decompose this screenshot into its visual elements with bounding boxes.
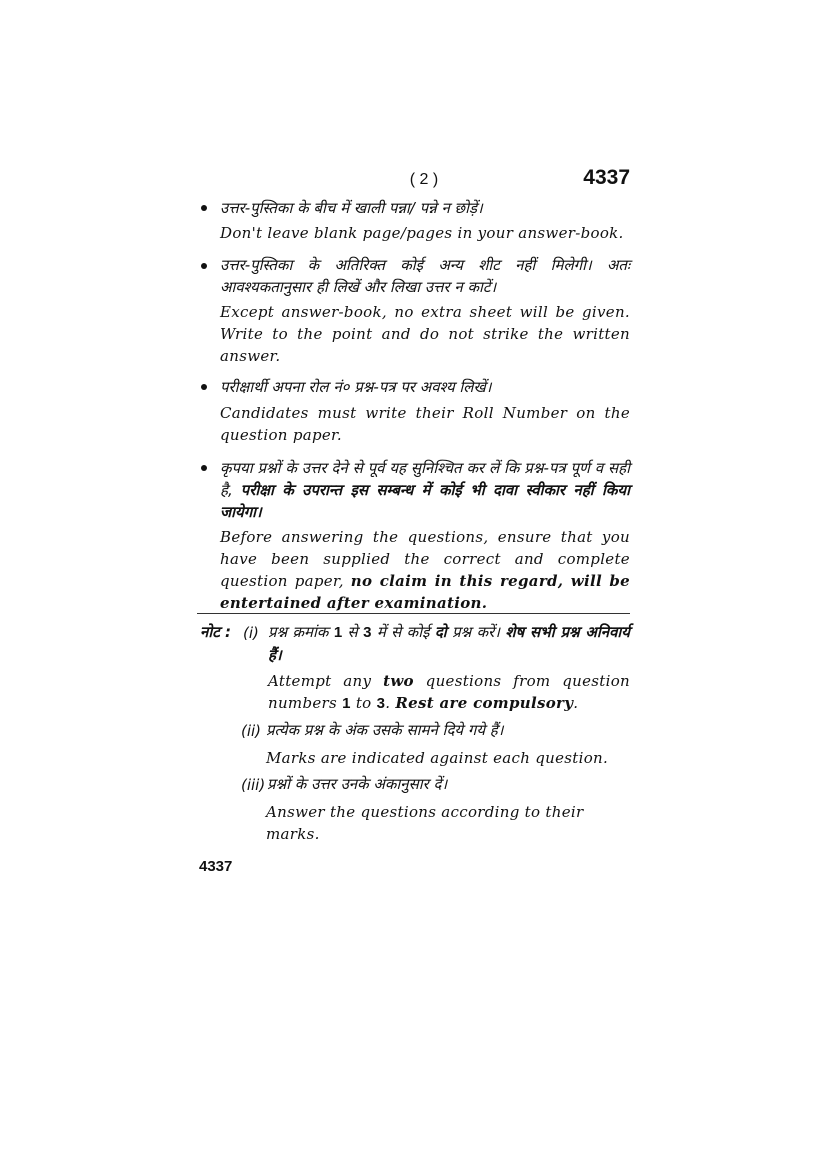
note-item-3-number: (iii) <box>241 776 266 794</box>
instruction-1-english: Don't leave blank page/pages in your answer-book. <box>220 224 624 242</box>
page-number: ( 2 ) <box>409 171 439 188</box>
note-label: नोट : <box>200 623 231 641</box>
instruction-2-english: Except answer-book, no extra sheet will be given. Write to the point and do not strike the written answer. <box>220 303 630 365</box>
note-item-1-english-num: 3 <box>376 695 386 712</box>
bullet-icon <box>201 384 207 390</box>
note-item-1-english-text: to <box>355 694 372 712</box>
instruction-3-english: Candidates must write their Roll Number on the question paper. <box>220 404 630 444</box>
instruction-4-english-bold: no claim in this regard, will be entertained after examination. <box>220 572 630 612</box>
note-item-1-hindi-bold: दो <box>434 623 447 641</box>
note-item-1-hindi-num: 1 <box>333 624 343 641</box>
note-item-2-hindi: प्रत्येक प्रश्न के अंक उसके सामने दिये गये हैं। <box>266 721 504 739</box>
note-item-3-english: Answer the questions according to their marks. <box>266 803 584 843</box>
note-item-1-number: (i) <box>243 624 259 642</box>
instruction-1-hindi: उत्तर-पुस्तिका के बीच में खाली पन्ना/ पन्ने न छोड़ें। <box>220 199 483 217</box>
footer-paper-code: 4337 <box>199 858 233 875</box>
instruction-4-hindi-bold: परीक्षा के उपरान्त इस सम्बन्ध में कोई भी दावा स्वीकार नहीं किया जायेगा। <box>220 481 630 521</box>
bullet-icon <box>201 205 207 211</box>
note-item-2-english: Marks are indicated against each question. <box>266 749 609 767</box>
note-item-1-hindi-bold: शेष सभी प्रश्न अनिवार्य हैं। <box>268 623 631 664</box>
note-item-3-hindi: प्रश्नों के उत्तर उनके अंकानुसार दें। <box>267 775 448 793</box>
note-item-1-english-text: . <box>573 694 579 712</box>
instruction-4-english <box>220 526 630 614</box>
instruction-4-hindi-text: कृपया प्रश्नों के उत्तर देने से पूर्व यह सुनिश्चित कर लें कि प्रश्न-पत्र पूर्ण व सही है, <box>220 459 630 499</box>
note-item-1-english-bold: two <box>383 672 414 690</box>
note-item-1-english <box>268 670 630 715</box>
note-item-1-hindi-text: प्रश्न करें। <box>452 623 500 641</box>
note-item-1-english-text: Attempt any <box>268 672 372 690</box>
note-item-1-hindi <box>268 621 630 666</box>
note-item-1-english-bold: Rest are compulsory <box>395 694 574 712</box>
bullet-icon <box>201 263 207 269</box>
note-item-1-english-num: 1 <box>342 695 351 712</box>
note-item-1-hindi-text: से <box>347 623 358 641</box>
divider <box>197 613 630 614</box>
instruction-4-hindi <box>220 457 630 523</box>
note-item-2-number: (ii) <box>241 722 262 740</box>
instruction-2-hindi: उत्तर-पुस्तिका के अतिरिक्त कोई अन्य शीट नहीं मिलेगी। अतः आवश्यकतानुसार ही लिखें और लिखा उत्तर न काटें। <box>220 256 630 296</box>
note-item-1-hindi-text: प्रश्न क्रमांक <box>268 623 329 641</box>
note-item-1-hindi-text: में से कोई <box>376 623 430 641</box>
instruction-3-hindi: परीक्षार्थी अपना रोल नं० प्रश्न-पत्र पर अवश्य लिखें। <box>220 378 492 396</box>
note-item-1-english-text: questions from question numbers <box>268 672 630 712</box>
bullet-icon <box>201 465 207 471</box>
paper-code: 4337 <box>583 166 630 189</box>
instruction-4-english-text: Before answering the questions, ensure that you have been supplied the correct and complete question paper, <box>220 528 630 590</box>
note-item-1-english-text: . <box>385 694 391 712</box>
note-item-1-hindi-num: 3 <box>363 624 372 641</box>
